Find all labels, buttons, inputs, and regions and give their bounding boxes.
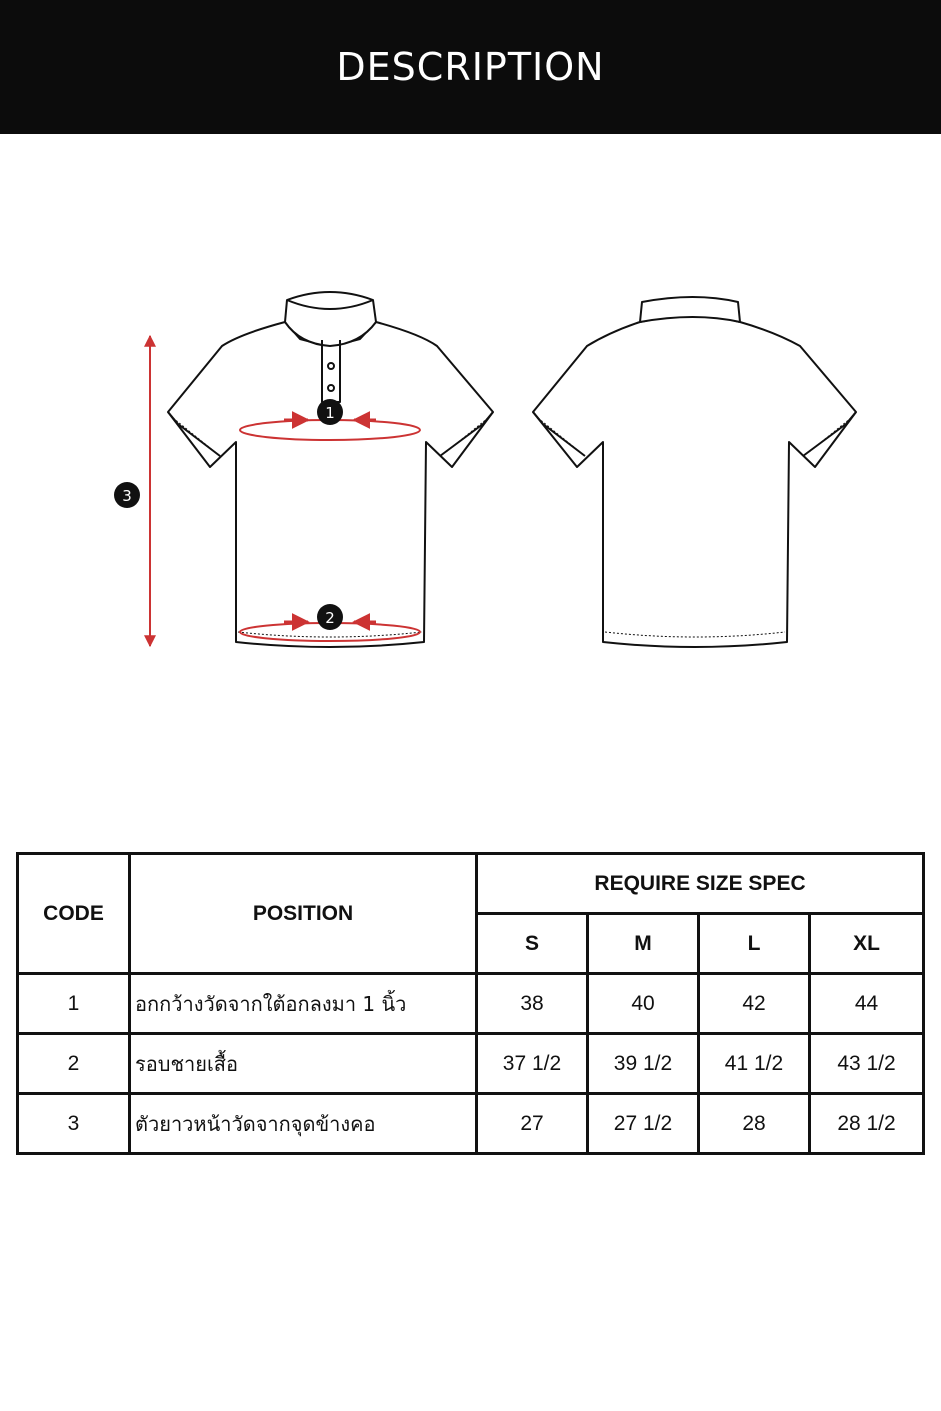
row-value-l: 41 1/2 xyxy=(699,1034,810,1094)
row-position: อกกว้างวัดจากใต้อกลงมา 1 นิ้ว xyxy=(130,974,477,1034)
spec-header: REQUIRE SIZE SPEC xyxy=(477,854,924,914)
row-value-m: 39 1/2 xyxy=(588,1034,699,1094)
row-value-m: 27 1/2 xyxy=(588,1094,699,1154)
table-header-row xyxy=(18,854,924,914)
marker-3-label: 3 xyxy=(122,487,132,505)
row-value-xl: 43 1/2 xyxy=(810,1034,924,1094)
table-row xyxy=(18,1094,924,1154)
size-header-s: S xyxy=(477,914,588,974)
row-code: 1 xyxy=(18,974,130,1034)
row-value-l: 28 xyxy=(699,1094,810,1154)
size-header-m: M xyxy=(588,914,699,974)
table-row xyxy=(18,1034,924,1094)
shirt-illustration xyxy=(0,134,941,834)
row-value-xl: 44 xyxy=(810,974,924,1034)
size-header-l: L xyxy=(699,914,810,974)
marker-3-badge xyxy=(114,482,140,508)
table-row xyxy=(18,974,924,1034)
marker-1-badge xyxy=(317,399,343,425)
header-bar xyxy=(0,0,941,134)
marker-2-label: 2 xyxy=(325,609,335,627)
row-value-l: 42 xyxy=(699,974,810,1034)
marker-2-badge xyxy=(317,604,343,630)
row-position: ตัวยาวหน้าวัดจากจุดข้างคอ xyxy=(130,1094,477,1154)
row-value-xl: 28 1/2 xyxy=(810,1094,924,1154)
page-title: DESCRIPTION xyxy=(336,45,605,89)
row-value-s: 37 1/2 xyxy=(477,1034,588,1094)
code-header: CODE xyxy=(18,854,130,974)
position-header: POSITION xyxy=(130,854,477,974)
size-header-xl: XL xyxy=(810,914,924,974)
row-value-s: 27 xyxy=(477,1094,588,1154)
size-spec-table xyxy=(16,852,925,1155)
row-value-m: 40 xyxy=(588,974,699,1034)
back-shirt xyxy=(533,297,856,647)
front-shirt xyxy=(168,292,493,647)
shirt-diagram xyxy=(0,134,941,834)
row-code: 2 xyxy=(18,1034,130,1094)
row-code: 3 xyxy=(18,1094,130,1154)
row-value-s: 38 xyxy=(477,974,588,1034)
row-position: รอบชายเสื้อ xyxy=(130,1034,477,1094)
marker-1-label: 1 xyxy=(325,404,335,422)
